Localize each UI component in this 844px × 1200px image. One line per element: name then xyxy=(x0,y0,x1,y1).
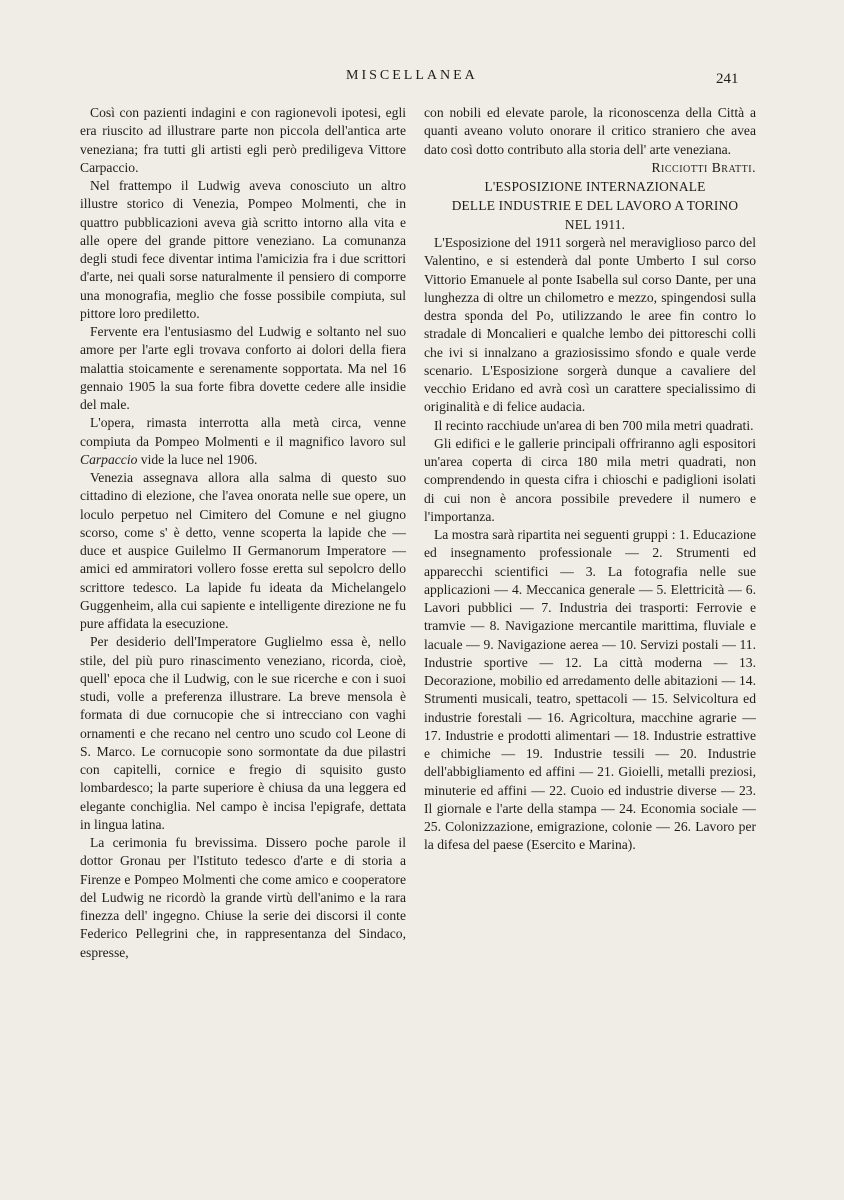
section-title xyxy=(424,177,756,234)
running-title: MISCELLANEA xyxy=(346,68,478,83)
author-signature: Ricciotti Bratti. xyxy=(651,159,756,175)
text-run: L'opera, rimasta interrotta alla metà circa, venne compiuta da Pompeo Molmenti e il magnifico lavoro sul xyxy=(80,415,406,449)
paragraph: Nel frattempo il Ludwig aveva conosciuto un altro illustre storico di Venezia, Pompeo Molmenti, che in quattro pubblicazioni aveva già scritto intorno alla vita e alle opere del grande pittore veneziano. La comunanza degli studi fece diventar intima l'amicizia fra i due scrittori d'arte, nei quali sorse naturalmente il pensiero di comporre una monografia, meglio che fosse possibile compiuta, sul pittore loro prediletto. xyxy=(80,178,406,321)
paragraph: Così con pazienti indagini e con ragionevoli ipotesi, egli era riuscito ad illustrare parte non piccola dell'antica arte veneziana; fra tutti gli artisti egli però prediligeva Vittore Carpaccio. xyxy=(80,105,406,175)
italic-title: Carpaccio xyxy=(80,451,138,467)
paragraph-continuation: con nobili ed elevate parole, la riconoscenza della Città a quanti aveano voluto onorare il critico straniero che avea dato così dotto contributo alla storia dell' arte veneziana. xyxy=(424,105,756,157)
right-column xyxy=(424,104,756,855)
paragraph: La mostra sarà ripartita nei seguenti gruppi : 1. Educazione ed insegnamento professionale — 2. Strumenti ed apparecchi scientifici — 3. La fotografia nelle sue applicazioni — 4. Meccanica generale — 5. Elettricità — 6. Lavori pubblici — 7. Industria dei trasporti: Ferrovie e tramvie — 8. Navigazione mercantile marittima, fluviale e lacuale — 9. Navigazione aerea — 10. Servizi postali — 11. Industrie sportive — 12. La città moderna — 13. Decorazione, mobilio ed arredamento delle abitazioni — 14. Strumenti musicali, teatro, spettacoli — 15. Selvicoltura ed industrie forestali — 16. Agricoltura, macchine agrarie — 17. Industrie e prodotti alimentari — 18. Industrie estrattive e chimiche — 19. Industrie tessili — 20. Industrie dell'abbigliamento ed affini — 21. Gioielli, metalli preziosi, minuterie ed affini — 22. Cuoio ed industrie diverse — 23. Il giornale e l'arte della stampa — 24. Economia sociale — 25. Colonizzazione, emigrazione, colonie — 26. Lavoro per la difesa del paese (Esercito e Marina). xyxy=(424,527,756,853)
paragraph xyxy=(80,414,406,469)
page-number: 241 xyxy=(716,71,739,87)
paragraph: Fervente era l'entusiasmo del Ludwig e soltanto nel suo amore per l'arte egli trovava conforto ai dolori della fiera malattia stoicamente e serenamente sopportata. Ma nel 16 gennaio 1905 la sua forte fibra dovette cedere alle insidie del male. xyxy=(80,324,406,412)
paragraph: Gli edifici e le gallerie principali offriranno agli espositori un'area coperta di circa 180 mila metri quadrati, non comprendendo in questa cifra i chioschi e padiglioni isolati di cui non è ancora possibile prevedere il numero e l'importanza. xyxy=(424,435,756,524)
paragraph: La cerimonia fu brevissima. Dissero poche parole il dottor Gronau per l'Istituto tedesco d'arte e di storia a Firenze e Pompeo Molmenti che come amico e cooperatore del Ludwig ne ricordò la grande virtù dell'animo e la rara finezza dell' ingegno. Chiuse la serie dei discorsi il conte Federico Pellegrini che, in rappresentanza del Sindaco, espresse, xyxy=(80,835,406,960)
left-column xyxy=(80,104,406,962)
section-title-line: NEL 1911. xyxy=(564,217,626,232)
paragraph: Il recinto racchiude un'area di ben 700 mila metri quadrati. xyxy=(434,417,754,433)
section-title-line: L'ESPOSIZIONE INTERNAZIONALE xyxy=(484,179,706,194)
running-head xyxy=(0,68,844,88)
paragraph: Venezia assegnava allora alla salma di questo suo cittadino di elezione, che l'avea onorata nelle sue opere, un loculo perpetuo nel Cimitero del Comune e nel giugno scorso, come s' è detto, venne scoperta la lapide che — duce et auspice Guilelmo II Germanorum Imperatore — amici ed ammiratori vollero fosse eretta sul sepolcro dello scrittore tedesco. La lapide fu ideata da Michelangelo Guggenheim, alla cui sapiente e intelligente direzione ne fu pure affidata la esecuzione. xyxy=(80,470,406,631)
paragraph: L'Esposizione del 1911 sorgerà nel meraviglioso parco del Valentino, e si estenderà dal ponte Umberto I sul corso Vittorio Emanuele al ponte Isabella sul corso Dante, per una lunghezza di oltre un chilometro e mezzo, spingendosi sulla destra sponda del Po, utilizzando le aree fin contro lo stradale di Moncalieri e qualche lembo dei pittoreschi colli che ivi si innalzano a graziosissimo sfondo e quale verde scenario. L'Esposizione sorgerà dunque a cavaliere del vecchio Eridano ed avrà così un carattere specialissimo di originalità e di felice audacia. xyxy=(424,235,756,415)
section-title-line: DELLE INDUSTRIE E DEL LAVORO A TORINO xyxy=(451,198,739,213)
text-run: vide la luce nel 1906. xyxy=(137,451,258,467)
paragraph: Per desiderio dell'Imperatore Guglielmo essa è, nello stile, del più puro rinascimento veneziano, ricorda, cioè, quell' epoca che il Ludwig, con le sue ricerche e con i suoi studi, volle a preferenza illustrare. La breve mensola è formata di due cornucopie che si intrecciano con vaghi ornamenti e che recano nel centro uno scudo col Leone di S. Marco. Le cornucopie sono sormontate da due pilastri con capitelli, cornice e fregio di squisito gusto lombardesco; la parte superiore è chiusa da una leggera ed elegante conchiglia. Nel campo è incisa l'epigrafe, dettata in lingua latina. xyxy=(80,634,406,832)
